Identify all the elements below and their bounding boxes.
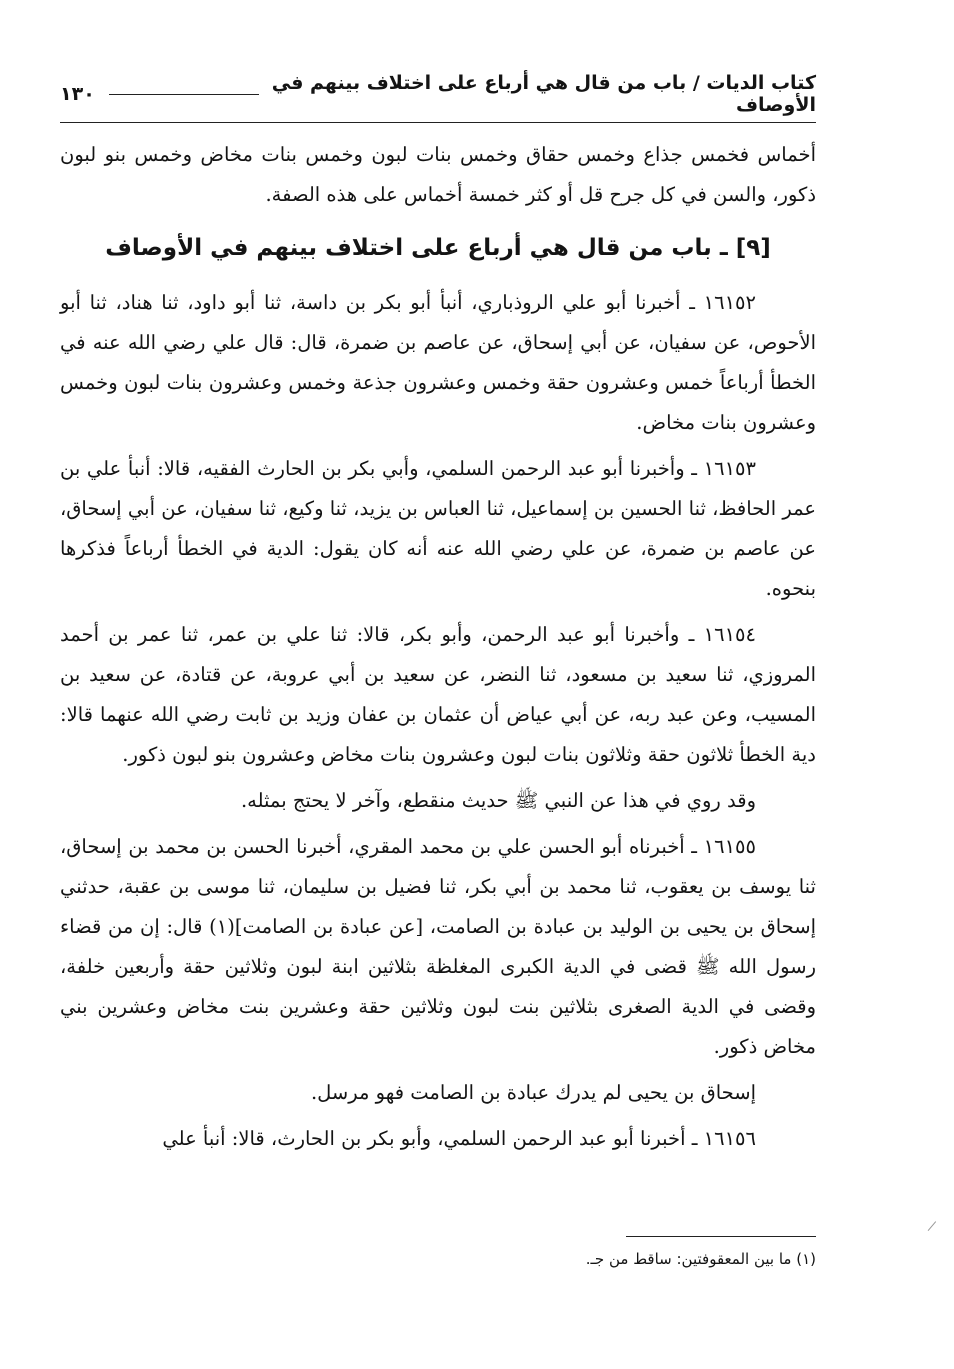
commentary-paragraph: وقد روي في هذا عن النبي ﷺ حديث منقطع، وآخر لا يحتج بمثله. [240, 789, 756, 812]
hadith-16154: ١٦١٥٤ ـ وأخبرنا أبو عبد الرحمن، وأبو بكر، قالا: ثنا علي بن عمر، ثنا عمر بن أحمد المروزي، ثنا سعيد بن مسعود، ثنا النضر، عن سعيد بن أبي عروبة، عن قتادة، عن سعيد بن المسيب، وعن عبد ربه، عن أبي عياض أن عثمان بن عفان وزيد بن ثابت رضي الله عنهما قالا: دية الخطأ ثلاثون حقة وثلاثون بنات لبون وعشرون بنات مخاض وعشرون بنو لبون ذكور. [60, 623, 816, 766]
commentary-paragraph-2: إسحاق بن يحيى لم يدرك عبادة بن الصامت فهو مرسل. [310, 1081, 756, 1104]
margin-mark [928, 1221, 946, 1239]
page-number: ١٣٠ [60, 83, 95, 105]
hadith-16152: ١٦١٥٢ ـ أخبرنا أبو علي الروذباري، أنبأ أبو بكر بن داسة، ثنا أبو داود، ثنا هناد، ثنا أبو الأحوص، عن سفيان، عن أبي إسحاق، عن عاصم بن ضمرة، قال: قال علي رضي الله عنه في الخطأ أرباعاً خمس وعشرون حقة وخمس وعشرون جذعة وخمس وعشرون بنات لبون وخمس وعشرون بنات مخاض. [60, 291, 816, 434]
page-content [60, 72, 816, 1165]
hadith-16153: ١٦١٥٣ ـ وأخبرنا أبو عبد الرحمن السلمي، وأبي بكر بن الحارث الفقيه، قالا: أنبأ علي بن عمر الحافظ، ثنا الحسين بن إسماعيل، ثنا العباس بن يزيد، ثنا وكيع، ثنا سفيان، عن أبي إسحاق، عن عاصم بن ضمرة، عن علي رضي الله عنه أنه كان يقول: الدية في الخطأ أرباعاً فذكرها بنحوه. [60, 457, 816, 600]
header-rule [109, 94, 259, 95]
hadith-16156: ١٦١٥٦ ـ أخبرنا أبو عبد الرحمن السلمي، وأبو بكر بن الحارث، قالا: أنبأ علي [162, 1127, 756, 1150]
footnote: (١) ما بين المعقوفتين: ساقط من جـ. [585, 1250, 816, 1268]
footnote-divider [626, 1236, 816, 1237]
header-left-group [60, 83, 259, 105]
header-book-title: كتاب الديات / باب من قال هي أرباع على اختلاف بينهم في الأوصاف [271, 72, 816, 116]
running-header [60, 72, 816, 123]
paragraph-continuation: أخماس فخمس جذاع وخمس حقاق وخمس بنات لبون وخمس بنات مخاض وخمس بنو لبون ذكور، والسن في كل جرح قل أو كثر خمسة أخماس على هذه الصفة. [60, 143, 816, 206]
body-text [60, 135, 816, 1159]
section-heading: [٩] ـ باب من قال هي أرباع على اختلاف بينهم في الأوصاف [105, 235, 771, 261]
hadith-16155: ١٦١٥٥ ـ أخبرناه أبو الحسن علي بن محمد المقري، أخبرنا الحسن بن محمد بن إسحاق، ثنا يوسف بن يعقوب، ثنا محمد بن أبي بكر، ثنا فضيل بن سليمان، ثنا موسى بن عقبة، حدثني إسحاق بن يحيى بن الوليد بن عبادة بن الصامت، [عن عبادة بن الصامت](١) قال: إن من قضاء رسول الله ﷺ قضى في الدية الكبرى المغلظة بثلاثين ابنة لبون وثلاثين حقة وأربعين خلفة، وقضى في الدية الصغرى بثلاثين بنت لبون وثلاثين حقة وعشرين بنت مخاض وعشرين بني مخاض ذكور. [60, 835, 816, 1058]
